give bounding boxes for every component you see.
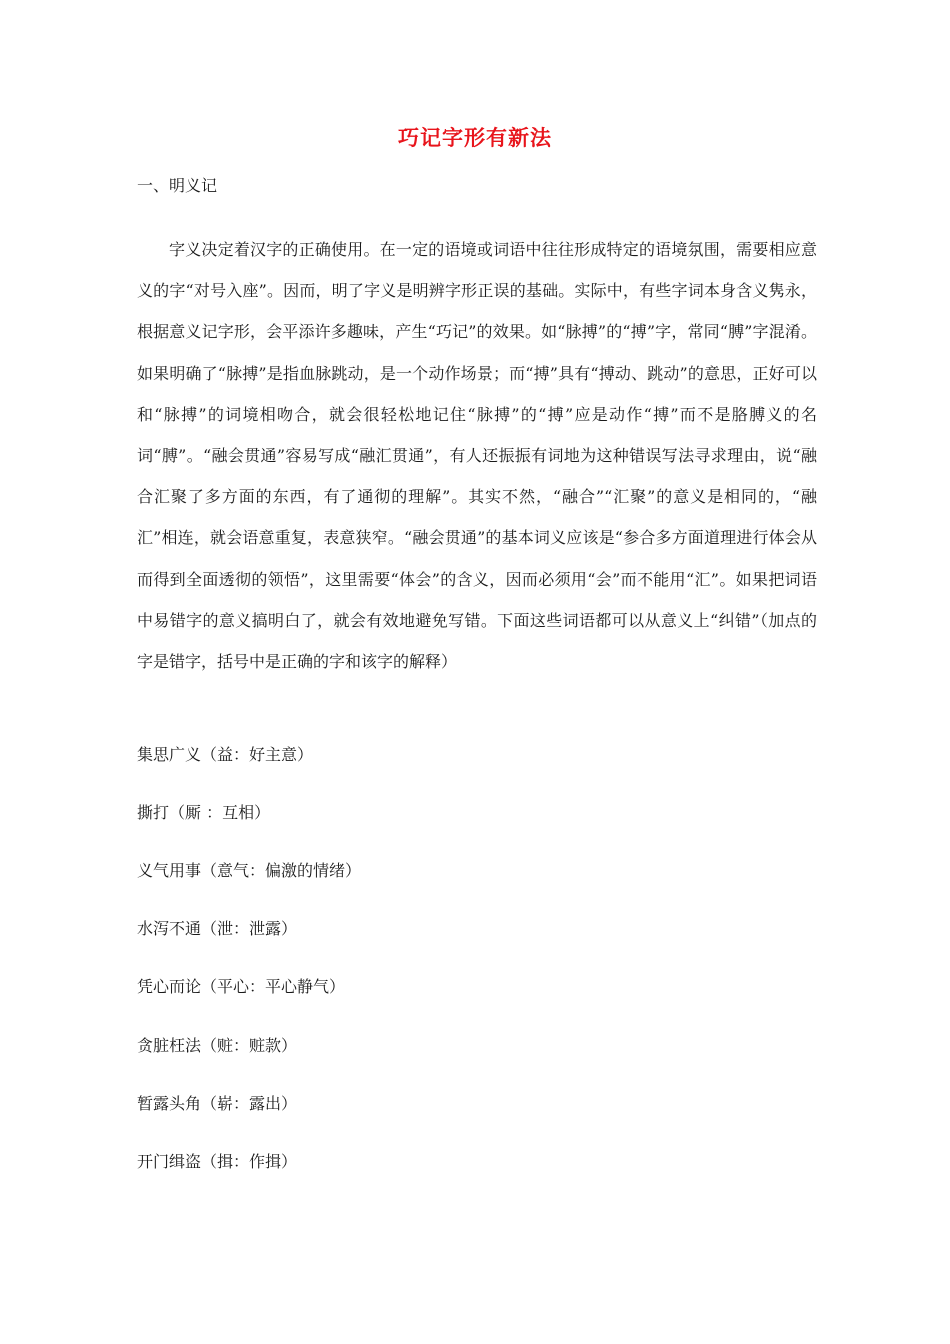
list-item: 开门缉盗（揖：作揖） [137,1152,298,1171]
list-item: 贪脏枉法（赃：赃款） [137,1036,298,1055]
list-item: 凭心而论（平心：平心静气） [137,977,346,996]
list-item: 集思广义（益：好主意） [137,745,314,764]
list-item: 义气用事（意气：偏激的情绪） [137,861,362,880]
list-item: 水泻不通（泄：泄露） [137,919,298,938]
list-item: 撕打（厮 ：互相） [137,803,271,822]
section-heading: 一、明义记 [137,176,218,195]
document-title: 巧记字形有新法 [398,125,552,150]
list-item: 暂露头角（崭：露出） [137,1094,298,1113]
body-paragraph: 字义决定着汉字的正确使用。在一定的语境或词语中往往形成特定的语境氛围，需要相应意义的字“对号入座”。因而，明了字义是明辨字形正误的基础。实际中，有些字词本身含义隽永，根据意义记字形，会平添许多趣味，产生“巧记”的效果。如“脉搏”的“搏”字，常同“膊”字混淆。如果明确了“脉搏”是指血脉跳动，是一个动作场景；而“搏”具有“搏动、跳动”的意思，正好可以和“脉搏”的词境相吻合，就会很轻松地记住“脉搏”的“搏”应是动作“搏”而不是胳膊义的名词“膊”。“融会贯通”容易写成“融汇贯通”，有人还振振有词地为这种错误写法寻求理由，说“融合汇聚了多方面的东西，有了通彻的理解”。其实不然，“融合”“汇聚”的意义是相同的，“融汇”相连，就会语意重复，表意狭窄。“融会贯通”的基本词义应该是“参合多方面道理进行体会从而得到全面透彻的领悟”，这里需要“体会”的含义，因而必须用“会”而不能用“汇”。如果把词语中易错字的意义搞明白了，就会有效地避免写错。下面这些词语都可以从意义上“纠错”（加点的字是错字，括号中是正确的字和该字的解释） [137,240,817,672]
